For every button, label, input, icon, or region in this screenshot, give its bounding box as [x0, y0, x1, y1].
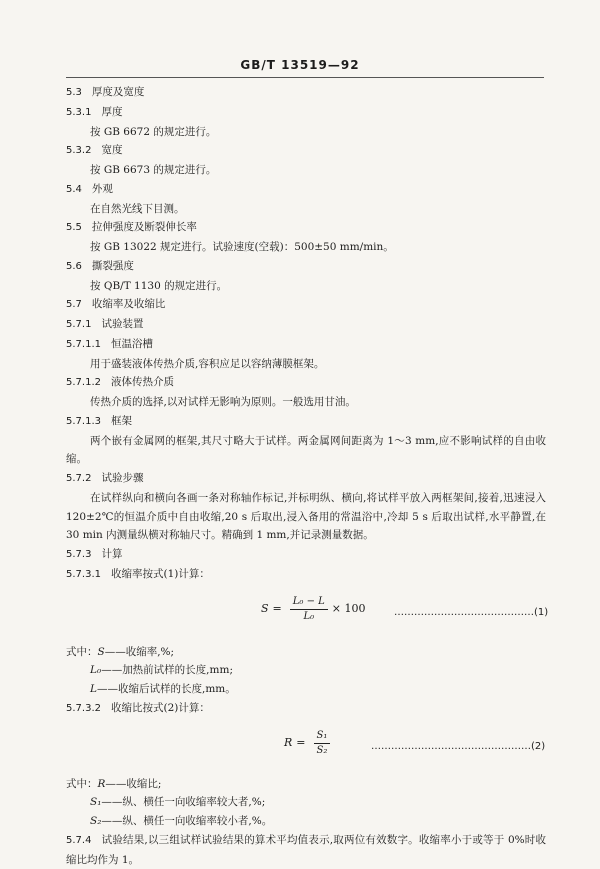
- section-heading: 5.6 撕裂强度: [66, 259, 134, 272]
- paragraph: 在自然光线下目测。: [90, 202, 185, 215]
- section-heading: 5.7.1.2 液体传热介质: [66, 376, 174, 389]
- header-rule: [66, 77, 544, 78]
- section-heading: 5.3.2 宽度: [66, 144, 123, 157]
- section-heading: 5.7.1.1 恒温浴槽: [66, 337, 153, 350]
- paragraph: 按 GB 6673 的规定进行。: [90, 164, 217, 176]
- page-header: GB/T 13519—92: [240, 58, 360, 72]
- formula-2: R = $\frac{\text{S₁}}{\text{S₂}}$: [284, 729, 334, 758]
- formula-1-row: [66, 585, 549, 643]
- variable-definitions-1: 式中：S——收缩率,%;: [66, 645, 175, 658]
- variable-definition: S₂——纵、横任一向收缩率较小者,%。: [90, 815, 273, 827]
- paragraph: 按 GB 13022 规定进行。试验速度(空载)：500±50 mm/min。: [90, 241, 394, 253]
- fraction: $\frac{\text{L₀ − L}}{\text{L₀}}$: [290, 595, 328, 624]
- paragraph-frame: 两个嵌有金属网的框架,其尺寸略大于试样。两金属网间距离为 1～3 mm,应不影响试样的自由收缩。: [66, 434, 546, 466]
- document-body: [66, 83, 549, 869]
- section-heading: 5.7.3 计算: [66, 548, 123, 560]
- paragraph-test-steps: 在试样纵向和横向各画一条对称轴作标记,并标明纵、横向,将试样平放入两框架间,接着,迅速浸入 120±2℃的恒温介质中自由收缩,20 s 后取出,浸入备用的常温浴中,冷却 5 s 后取出试样,水平静置,在 30 min 内测量纵横对称轴尺寸。精确到 1 mm,并记录测量数据。: [66, 491, 546, 542]
- section-heading: 5.7 收缩率及收缩比: [66, 298, 166, 311]
- formula-1: S = $\frac{\text{L₀ − L}}{\text{L₀}}$ × 100: [261, 595, 366, 622]
- section-heading: 5.7.2 试验步骤: [66, 472, 144, 484]
- section-heading: 5.7.1 试验装置: [66, 318, 144, 330]
- paragraph: 传热介质的选择,以对试样无影响为原则。一般选用甘油。: [90, 396, 356, 408]
- variable-definitions-2: 式中：R——收缩比;: [66, 777, 162, 790]
- variable-definition: S₁——纵、横任一向收缩率较大者,%;: [90, 796, 266, 809]
- section-heading: 5.4 外观: [66, 182, 113, 195]
- variable-definition: L——收缩后试样的长度,mm。: [90, 683, 236, 695]
- section-heading: 5.7.3.1 收缩率按式(1)计算：: [66, 567, 210, 580]
- section-heading: 5.7.1.3 框架: [66, 414, 132, 427]
- section-heading: 5.3 厚度及宽度: [66, 86, 145, 98]
- section-heading: 5.3.1 厚度: [66, 105, 123, 118]
- variable-definition: L₀——加热前试样的长度,mm;: [90, 664, 233, 677]
- equation-number-1: ……………………………………(1): [394, 606, 549, 618]
- equation-number-2: …………………………………………(2): [371, 740, 546, 752]
- paragraph: 用于盛装液体传热介质,容积应足以容纳薄膜框架。: [90, 357, 325, 370]
- section-heading: 5.7.3.2 收缩比按式(2)计算：: [66, 701, 210, 714]
- fraction: $\frac{\text{S₁}}{\text{S₂}}$: [314, 729, 331, 758]
- formula-2-row: [66, 719, 546, 775]
- paragraph: 按 QB/T 1130 的规定进行。: [90, 279, 228, 292]
- paragraph-results: 5.7.4 试验结果,以三组试样试验结果的算术平均值表示,取两位有效数字。收缩率小于或等于 0%时收缩比均作为 1。: [66, 833, 546, 866]
- section-heading: 5.5 拉伸强度及断裂伸长率: [66, 221, 197, 234]
- paragraph: 按 GB 6672 的规定进行。: [90, 125, 217, 138]
